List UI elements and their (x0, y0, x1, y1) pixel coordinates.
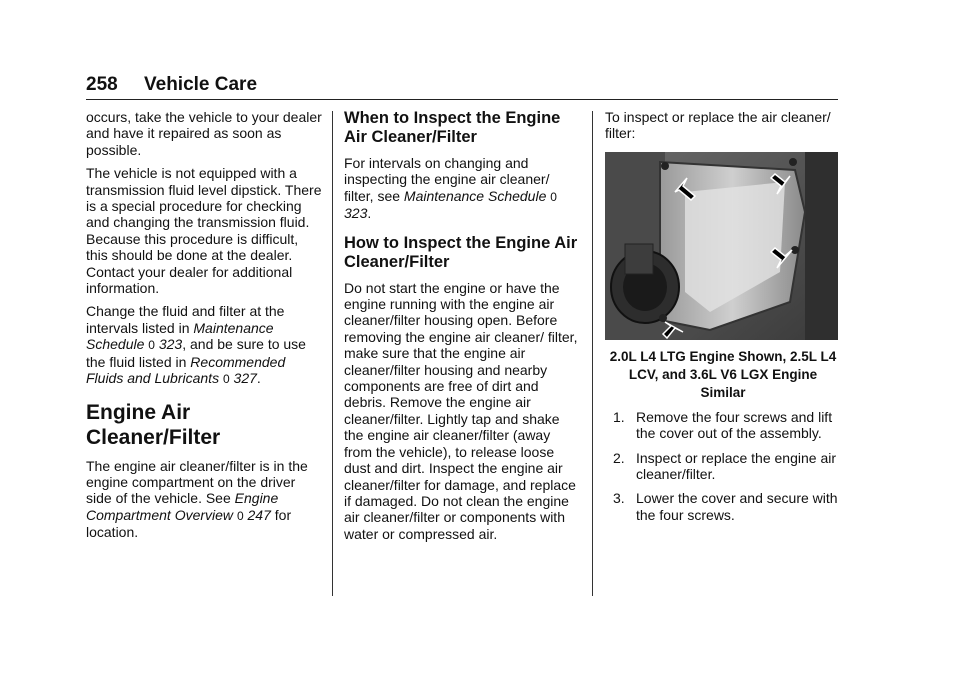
how-to-inspect-heading: How to Inspect the Engine Air Cleaner/Filter (344, 233, 578, 271)
paragraph: To inspect or replace the air cleaner/ filter: (605, 109, 831, 142)
engine-air-cleaner-heading: Engine Air Cleaner/Filter (86, 400, 221, 449)
page-ref[interactable]: 247 (247, 506, 271, 523)
page-ref-icon: 0 (550, 189, 557, 204)
maintenance-schedule-link[interactable]: Maintenance Schedule (86, 319, 274, 353)
list-item: 1. Remove the four screws and lift the cover out of the assembly. (613, 408, 833, 442)
page-ref-icon: 0 (222, 372, 230, 387)
paragraph: The engine air cleaner/filter is in the engine compartment on the driver side of the vehicle. See Engine Compartment Overview 0 247 for location. (86, 457, 308, 541)
maintenance-schedule-link[interactable]: Maintenance Schedule (403, 187, 547, 204)
paragraph: Do not start the engine or have the engine running with the engine air cleaner/filter housing open. Before removing the engine air cleaner/ filter, make sure that the engine air cleaner/filter housing and nearby components are free of dirt and debris. Remove the engine air cleaner/filter. Lightly tap and shake the engine air cleaner/filter (away from the vehicle), to release loose dust and dirt. Inspect the engine air cleaner/filter for damage, and replace if damaged. Do not clean the engine air cleaner/filter or components with water or compressed air. (344, 279, 578, 542)
left-column (86, 109, 322, 548)
section-title: Vehicle Care (144, 74, 258, 95)
paragraph: For intervals on changing and inspecting the engine air cleaner/ filter, see Maintenance Schedule 0 323. (344, 155, 557, 222)
header-rule (86, 99, 838, 100)
page-header (86, 72, 838, 102)
column-divider-right (592, 111, 593, 596)
column-divider-left (332, 111, 333, 596)
recommended-fluids-link[interactable]: Recommended Fluids and Lubricants (86, 353, 286, 387)
air-cleaner-illustration (605, 152, 838, 340)
paragraph: occurs, take the vehicle to your dealer and have it repaired as soon as possible. (86, 109, 322, 158)
page-ref[interactable]: 327 (233, 370, 257, 387)
paragraph: Change the fluid and filter at the intervals listed in Maintenance Schedule 0 323, and be sure to use the fluid listed in Recommended Fluids and Lubricants 0 327. (86, 303, 306, 387)
steps-list (605, 409, 841, 523)
figure-caption: 2.0L L4 LTG Engine Shown, 2.5L L4 LCV, and 3.6L V6 LGX Engine Similar (609, 348, 837, 400)
air-cleaner-photo (605, 152, 838, 340)
page-ref-icon: 0 (236, 508, 244, 523)
paragraph: The vehicle is not equipped with a transmission fluid level dipstick. There is a special procedure for checking and changing the transmission fluid. Because this procedure is difficult, this should be done at the dealer. Contact your dealer for additional information. (86, 165, 322, 297)
list-item: 3. Lower the cover and secure with the four screws. (613, 490, 838, 523)
middle-column (344, 109, 580, 549)
when-to-inspect-heading: When to Inspect the Engine Air Cleaner/Filter (344, 109, 561, 146)
page-ref[interactable]: 323 (344, 205, 368, 222)
right-column (605, 109, 841, 531)
engine-compartment-overview-link[interactable]: Engine Compartment Overview (86, 490, 279, 523)
list-item: 2. Inspect or replace the engine air cleaner/filter. (613, 449, 837, 483)
page-number: 258 (86, 74, 118, 95)
page-ref[interactable]: 323 (158, 336, 183, 353)
page-ref-icon: 0 (148, 338, 155, 353)
